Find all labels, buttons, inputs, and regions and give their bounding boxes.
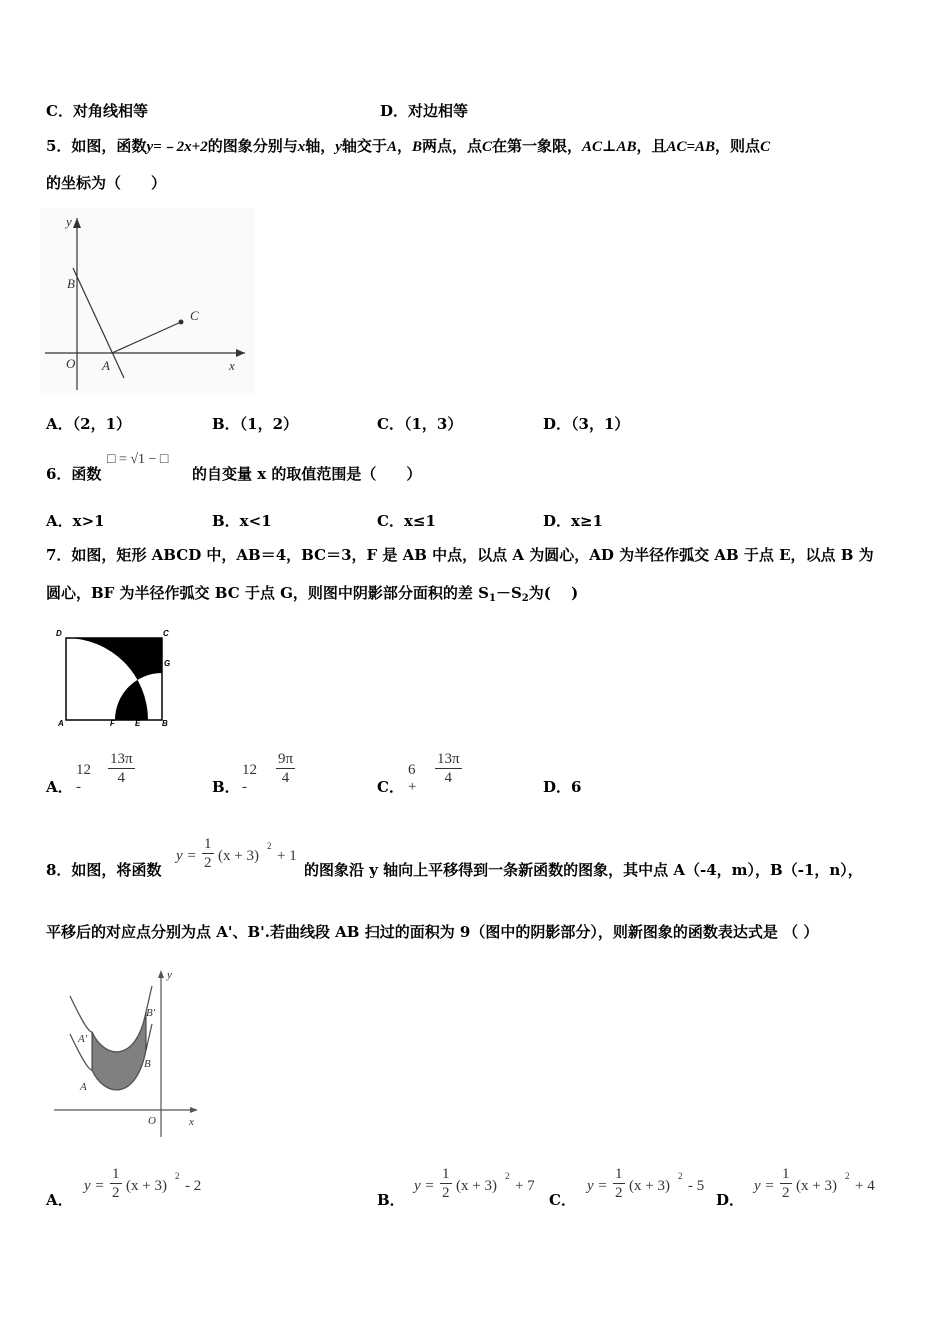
label-b-prime: B' [146,1007,156,1019]
q6-option-d: D．x≥1 [543,512,603,530]
q7-option-c: C． 6 + $\frac{13\pi}{4}$ [377,751,460,796]
q5-option-d: D．（3，1） [543,415,630,433]
q8-stem-line2: 平移后的对应点分别为点 A'、B'.若曲线段 AB 扫过的面积为 9（图中的阴影部分），则新图象的函数表达式是 （ ） [46,923,819,941]
q7-option-a: A． 12 - $\frac{13\pi}{4}$ [46,751,133,796]
q5-stem-line1: 5．如图，函数y=﹣2x+2的图象分别与x轴，y轴交于A，B两点，点C在第一象限，AC⊥AB，且AC=AB，则点C [46,137,771,155]
q8-stem-post: 的图象沿 y 轴向上平移得到一条新函数的图象，其中点 A（-4，m），B（-1，n）， [304,861,863,879]
label-y: y [167,969,172,981]
label-a: A [80,1081,87,1093]
q6-option-a: A．x>1 [46,512,105,530]
label-x: x [189,1116,194,1128]
y-axis-arrow-icon [158,970,164,978]
shaded-region [92,1012,146,1090]
q8-figure [50,962,210,1142]
label-x: x [229,358,235,373]
label-a: A [58,719,64,728]
label-g: G [164,659,171,668]
label-a: A [102,358,110,373]
q8-option-d: D． y = $\frac{1}{2}$ (x + 3) 2 + 4 [716,1166,875,1209]
q7-stem-line2: 圆心，BF 为半径作弧交 BC 于点 G，则图中阴影部分面积的差 $S_1-S_2$为( ) [46,584,579,604]
q8-option-b: B． y = $\frac{1}{2}$ (x + 3) 2 + 7 [377,1166,535,1209]
q8-stem-pre: 8．如图，将函数 [46,861,162,879]
label-f: F [110,719,115,728]
q7-option-d: D．6 [543,778,582,796]
label-o: O [66,356,76,371]
q7-option-b: B． 12 - $\frac{9\pi}{4}$ [212,751,294,796]
q6-formula: □ = √1 − □ [107,452,169,467]
x-axis-arrow-icon [190,1107,198,1113]
point-c [179,320,184,325]
q5-stem-line2: 的坐标为（ ） [46,174,167,192]
q6-option-b: B．x<1 [212,512,272,530]
q6-stem-pre: 6．函数 [46,465,102,483]
q5-option-a: A．（2，1） [46,415,132,433]
shaded-region-s1 [66,638,162,720]
label-c: C [163,629,169,638]
q8-formula: y = $\frac{1}{2}$ (x + 3) 2 + 1 [176,836,297,871]
label-c: C [190,308,199,323]
q4-option-c: C．对角线相等 [46,102,148,120]
label-y: y [66,214,72,229]
label-b: B [67,276,75,291]
label-o: O [148,1115,156,1127]
q4-option-d: D．对边相等 [380,102,469,120]
label-a-prime: A' [78,1033,88,1045]
q5-option-c: C．（1，3） [377,415,463,433]
label-b: B [144,1058,151,1070]
label-d: D [56,629,62,638]
q8-option-a: A． y = $\frac{1}{2}$ (x + 3) 2 - 2 [46,1166,202,1209]
q5-option-b: B．（1，2） [212,415,299,433]
q5-figure [40,208,255,393]
q8-option-c: C． y = $\frac{1}{2}$ (x + 3) 2 - 5 [549,1166,705,1209]
label-e: E [135,719,141,728]
label-b: B [162,719,168,728]
q6-stem-post: 的自变量 x 的取值范围是（ ） [192,465,422,483]
q6-option-c: C．x≤1 [377,512,436,530]
q7-stem-line1: 7．如图，矩形 ABCD 中，AB＝4，BC＝3，F 是 AB 中点，以点 A 为圆心，AD 为半径作弧交 AB 于点 E，以点 B 为 [46,546,874,564]
q7-figure [52,626,177,728]
